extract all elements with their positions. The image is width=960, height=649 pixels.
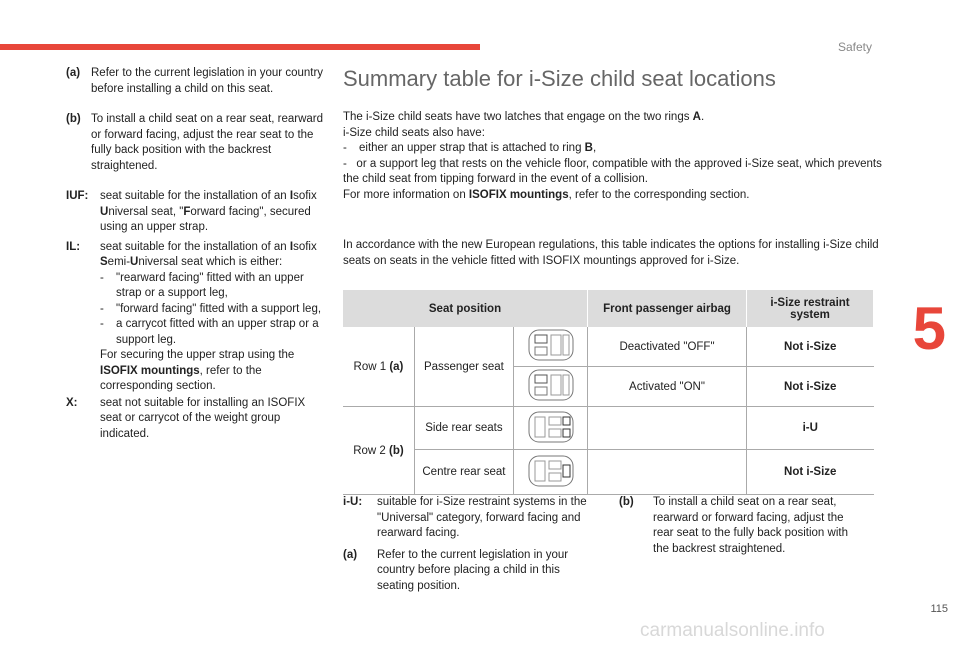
col-isize: i-Size restraint system xyxy=(747,290,874,327)
isize-not-1: Not i-Size xyxy=(747,327,874,367)
table-row xyxy=(343,450,874,495)
car-diagram-icon xyxy=(513,327,587,367)
def-x-key: X: xyxy=(66,396,78,409)
legend-a xyxy=(343,548,593,595)
page-title: Summary table for i-Size child seat locations xyxy=(343,66,776,91)
car-diagram-icon xyxy=(513,407,587,450)
isize-table xyxy=(343,290,874,495)
car-diagram-icon xyxy=(513,450,587,495)
isize-not-3: Not i-Size xyxy=(747,450,874,495)
intro-text: The i-Size child seats have two latches that engage on the two rings A. i-Size child seats also have: - either an upper strap that is attached to ring B, - or a support leg that rests on the vehicle floor, compatible with the approved i-Size seat, which prevents the child seat from tipping forward in the event of a collision. For more information on ISOFIX mountings, refer to the corresponding section. xyxy=(343,111,882,201)
def-il-key: IL: xyxy=(66,240,81,253)
page-number: 115 xyxy=(930,603,948,615)
centre-rear-label: Centre rear seat xyxy=(414,450,513,495)
legend-left xyxy=(343,495,593,594)
side-rear-label: Side rear seats xyxy=(414,407,513,450)
legend-a-text: Refer to the current legislation in your country before placing a child in this seating position. xyxy=(377,548,569,592)
note-a-text: Refer to the current legislation in your country before installing a child on this seat. xyxy=(91,67,324,95)
regulation-text: In accordance with the new European regulations, this table indicates the options for installing i-Size child seats on seats in the vehicle fitted with ISOFIX mountings approved for i-Size. xyxy=(343,239,879,267)
def-iuf-key: IUF: xyxy=(66,190,89,202)
legend-b-key: (b) xyxy=(619,496,634,508)
note-b-key: (b) xyxy=(66,113,81,125)
table-row xyxy=(343,407,874,450)
airbag-off: Deactivated "OFF" xyxy=(588,327,747,367)
il-item: - a carrycot fitted with an upper strap or a support leg. xyxy=(100,318,319,346)
centre-rear-airbag xyxy=(588,450,747,495)
side-rear-airbag xyxy=(588,407,747,450)
def-x-text: seat not suitable for installing an ISOFIX seat or carrycot of the weight group indicated. xyxy=(100,396,306,440)
legend-b xyxy=(619,495,864,557)
passenger-seat-label: Passenger seat xyxy=(414,327,513,407)
legend-right xyxy=(619,495,864,557)
airbag-on: Activated "ON" xyxy=(588,367,747,407)
def-iuf-text: seat suitable for the installation of an Isofix Universal seat, "Forward facing", secured using an upper strap. xyxy=(100,190,317,233)
header-accent-bar xyxy=(0,44,480,50)
def-il-text: seat suitable for the installation of an Isofix Semi-Universal seat which is either: - "rearward facing" fitted with an upper strap or a support leg, - "forward facing" fitted with a support leg, - a carrycot fitted with an upper strap or a support leg. For securing the upper strap using the ISOFIX mountings, refer to the corresponding section. xyxy=(100,240,326,395)
note-a xyxy=(66,66,326,97)
note-b xyxy=(66,112,326,174)
legend-iu-key: i-U: xyxy=(343,496,363,508)
isize-not-2: Not i-Size xyxy=(747,367,874,407)
legend-a-key: (a) xyxy=(343,548,358,561)
row2-label: Row 2 (b) xyxy=(343,407,414,495)
il-item: - "rearward facing" fitted with an upper strap or a support leg, xyxy=(100,271,304,299)
left-column xyxy=(66,66,326,442)
legend-iu-text: suitable for i-Size restraint systems in the "Universal" category, forward facing and rearward facing. xyxy=(377,496,587,539)
col-seat-position: Seat position xyxy=(343,290,588,327)
note-a-key: (a) xyxy=(66,67,81,79)
legend-iu xyxy=(343,495,593,542)
car-diagram-icon xyxy=(513,367,587,407)
watermark: carmanualsonline.info xyxy=(640,620,825,641)
note-b-text: To install a child seat on a rear seat, rearward or forward facing, adjust the rear seat to the fully back position with the backrest straightened. xyxy=(91,113,324,172)
row1-label: Row 1 (a) xyxy=(343,327,414,407)
def-iuf xyxy=(66,189,326,236)
def-il xyxy=(66,240,326,395)
col-airbag: Front passenger airbag xyxy=(588,290,747,327)
table-header xyxy=(343,290,874,327)
chapter-number: 5 xyxy=(912,295,946,362)
il-tail: For securing the upper strap using the ISOFIX mountings, refer to the corresponding section. xyxy=(100,349,295,392)
il-item: - "forward facing" fitted with a support leg, xyxy=(100,302,322,315)
table-row xyxy=(343,327,874,367)
legend-b-text: To install a child seat on a rear seat, rearward or forward facing, adjust the rear seat to the fully back position with the backrest straightened. xyxy=(653,496,848,555)
section-title: Safety xyxy=(837,40,872,54)
def-x xyxy=(66,396,326,443)
isize-iu: i-U xyxy=(747,407,874,450)
